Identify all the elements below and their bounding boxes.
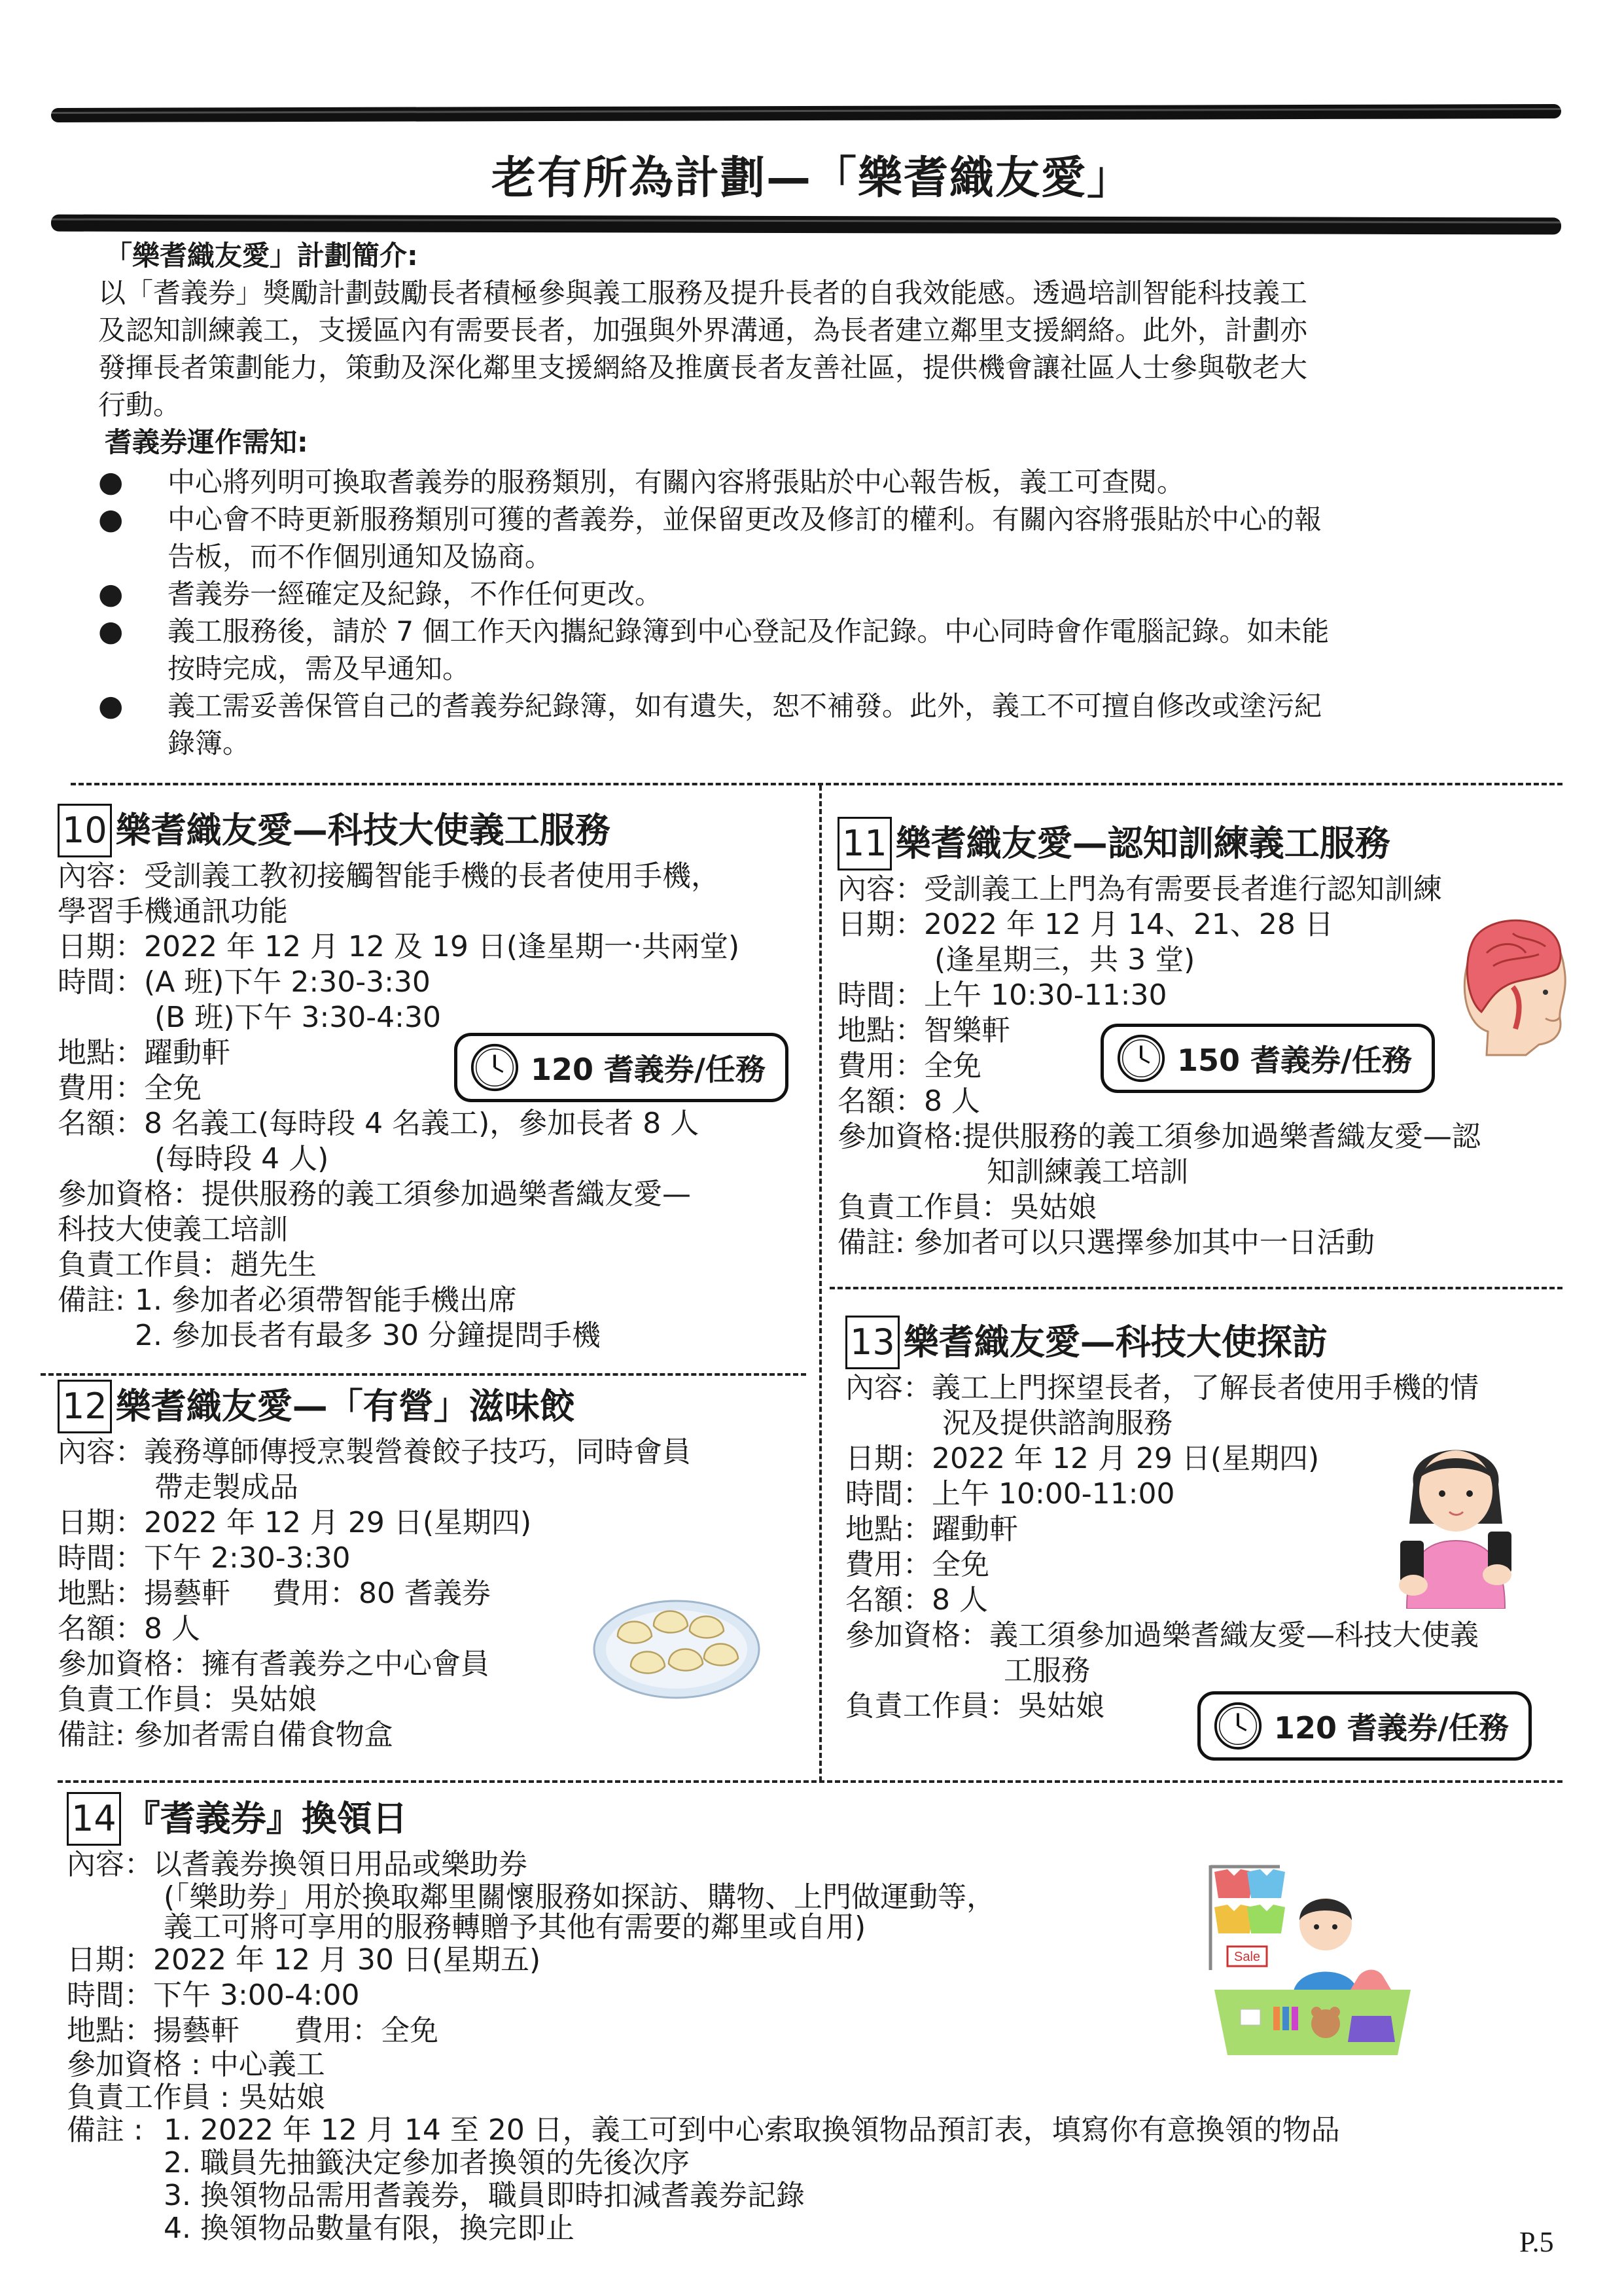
label: 名額： bbox=[58, 1107, 144, 1140]
reward-badge-11 bbox=[1101, 1024, 1435, 1093]
label: 時間： bbox=[838, 978, 924, 1012]
value-continued: 2. 職員先抽籤決定參加者換領的先後次序 bbox=[164, 2146, 690, 2179]
value: 全免 bbox=[924, 1049, 981, 1083]
remarks-row bbox=[58, 1283, 810, 1318]
remarks: 備註: 參加者需自備食物盒 bbox=[58, 1718, 393, 1751]
rules-heading: 耆義券運作需知: bbox=[105, 426, 308, 458]
intro-heading: 「樂耆織友愛」計劃簡介: bbox=[105, 240, 418, 272]
divider-bottom bbox=[58, 1780, 1562, 1783]
eligibility-continued: 科技大使義工培訓 bbox=[58, 1213, 288, 1246]
content-row bbox=[58, 859, 810, 894]
rule-line: 錄簿。 bbox=[168, 727, 251, 759]
clock-icon bbox=[1212, 1700, 1263, 1751]
reward-badge-10 bbox=[454, 1033, 788, 1102]
clock-icon bbox=[1116, 1033, 1167, 1084]
value: (A 班)下午 2:30-3:30 bbox=[144, 965, 431, 999]
value-continued: 4. 換領物品數量有限，換完即止 bbox=[164, 2212, 574, 2245]
section-title: 『耆義券』換領日 bbox=[124, 1798, 408, 1839]
eligibility: 參加資格 : 中心義工 bbox=[67, 2048, 325, 2081]
label: 內容： bbox=[58, 1435, 144, 1469]
page-title: 老有所為計劃—「樂耆織友愛」 bbox=[491, 152, 1133, 204]
remarks: 備註: 參加者可以只選擇參加其中一日活動 bbox=[838, 1226, 1375, 1259]
rule-item bbox=[98, 501, 1538, 575]
eligibility: 參加資格：提供服務的義工須參加過樂耆織友愛— bbox=[58, 1177, 691, 1211]
staff: 負責工作員：吳姑娘 bbox=[845, 1689, 1104, 1723]
label: 地點： bbox=[58, 1036, 144, 1069]
value-continued: (「樂助券」用於換取鄰里關懷服務如探訪、購物、上門做運動等， bbox=[164, 1880, 996, 1914]
header-brush-bottom bbox=[51, 215, 1561, 235]
rule-line: ● 義工服務後，請於 7 個工作天內攜紀錄簿到中心登記及作記錄。中心同時會作電腦記錄。如未能 bbox=[168, 615, 1330, 647]
rule-line: 告板，而不作個別通知及協商。 bbox=[168, 541, 553, 573]
sale-sign: Sale bbox=[1233, 1950, 1261, 1964]
value: 全免 bbox=[144, 1071, 202, 1105]
value: 義工上門探望長者，了解長者使用手機的情 bbox=[932, 1371, 1479, 1405]
rule-item bbox=[98, 613, 1538, 687]
rule-line: 按時完成，需及早通知。 bbox=[168, 653, 470, 685]
badge-text: 120 耆義券/任務 bbox=[1274, 1710, 1509, 1746]
label: 參加資格： bbox=[845, 1619, 989, 1652]
value: 2022 年 12 月 12 及 19 日(逢星期一‧共兩堂) bbox=[144, 930, 740, 963]
eligibility-row bbox=[845, 1618, 1572, 1653]
label: 內容： bbox=[845, 1371, 932, 1405]
section-12-header bbox=[58, 1380, 810, 1433]
section-number: 14 bbox=[67, 1792, 121, 1846]
badge-text: 120 耆義券/任務 bbox=[531, 1052, 766, 1087]
dumplings-illustration bbox=[591, 1590, 762, 1702]
venue: 地點：躍動軒 bbox=[845, 1513, 1018, 1546]
section-number: 10 bbox=[58, 804, 112, 857]
content-row bbox=[838, 872, 1570, 907]
value: 躍動軒 bbox=[144, 1036, 230, 1069]
quota: 名額：8 人 bbox=[58, 1612, 200, 1645]
rule-item bbox=[98, 463, 1538, 501]
intro-line: 及認知訓練義工，支援區內有需要長者，加强與外界溝通，為長者建立鄰里支援網絡。此外，計劃亦 bbox=[98, 314, 1308, 346]
time: 時間：下午 3:00-4:00 bbox=[67, 1979, 360, 2012]
value-continued: (B 班)下午 3:30-4:30 bbox=[154, 1001, 441, 1034]
value: 8 人 bbox=[924, 1085, 980, 1118]
section-number: 12 bbox=[58, 1380, 112, 1433]
staff: 負責工作員：吳姑娘 bbox=[838, 1191, 1097, 1224]
rule-line: ● 中心會不時更新服務類別可獲的耆義券，並保留更改及修訂的權利。有關內容將張貼於中心的報 bbox=[168, 503, 1322, 535]
value: 義務導師傳授烹製營養餃子技巧，同時會員 bbox=[144, 1435, 691, 1469]
value-continued: 2. 參加長者有最多 30 分鐘提問手機 bbox=[135, 1319, 601, 1352]
venue: 地點：揚藝軒 bbox=[67, 2014, 239, 2047]
quota-row bbox=[58, 1106, 810, 1141]
section-13-header bbox=[845, 1316, 1572, 1369]
value: 8 名義工(每時段 4 名義工)，參加長者 8 人 bbox=[144, 1107, 699, 1140]
divider-vertical bbox=[819, 785, 822, 1782]
value-continued: 帶走製成品 bbox=[154, 1471, 298, 1504]
rule-item bbox=[98, 575, 1538, 613]
value: 智樂軒 bbox=[924, 1014, 1010, 1047]
venue: 地點：揚藝軒 bbox=[58, 1577, 230, 1610]
time-row bbox=[58, 965, 810, 1000]
staff: 負責工作員：吳姑娘 bbox=[58, 1683, 317, 1716]
time: 時間：下午 2:30-3:30 bbox=[58, 1541, 351, 1575]
intro-block bbox=[98, 237, 1544, 461]
value-continued: 工服務 bbox=[1004, 1654, 1090, 1687]
intro-line: 發揮長者策劃能力，策動及深化鄰里支援網絡及推廣長者友善社區，提供機會讓社區人士參與敬老大 bbox=[98, 351, 1308, 384]
rules-list bbox=[98, 463, 1538, 762]
intro-line: 以「耆義券」獎勵計劃鼓勵長者積極參與義工服務及提升長者的自我效能感。透過培訓智能科技義工 bbox=[98, 277, 1308, 309]
value-continued: 知訓練義工培訓 bbox=[987, 1155, 1188, 1189]
label: 內容： bbox=[67, 1848, 153, 1881]
divider-top bbox=[71, 783, 1562, 785]
value: 受訓義工上門為有需要長者進行認知訓練 bbox=[924, 872, 1442, 906]
quota: 名額：8 人 bbox=[845, 1583, 988, 1617]
intro-line: 行動。 bbox=[98, 389, 181, 421]
label: 內容： bbox=[58, 859, 144, 893]
section-title: 樂耆織友愛—認知訓練義工服務 bbox=[895, 823, 1390, 864]
date: 日期：2022 年 12 月 29 日(星期四) bbox=[58, 1506, 532, 1539]
section-number: 11 bbox=[838, 817, 892, 870]
reward-badge-13 bbox=[1197, 1691, 1532, 1761]
content-row bbox=[845, 1371, 1572, 1406]
value-continued: 義工可將可享用的服務轉贈予其他有需要的鄰里或自用) bbox=[164, 1910, 866, 1944]
fee: 費用：全免 bbox=[294, 2014, 438, 2047]
value-continued: (每時段 4 人) bbox=[154, 1142, 329, 1175]
date-row bbox=[58, 929, 810, 965]
value: 提供服務的義工須參加過樂耆織友愛—認 bbox=[962, 1120, 1481, 1153]
label: 內容： bbox=[838, 872, 924, 906]
value: 上午 10:30-11:30 bbox=[924, 978, 1167, 1012]
value: 1. 2022 年 12 月 14 至 20 日，義工可到中心索取換領物品預訂表，填寫你有意換領的物品 bbox=[164, 2113, 1340, 2147]
rule-line: ● 中心將列明可換取耆義券的服務類別，有關內容將張貼於中心報告板，義工可查閱。 bbox=[168, 466, 1185, 498]
eligibility: 參加資格：擁有耆義券之中心會員 bbox=[58, 1647, 489, 1681]
brain-illustration bbox=[1447, 914, 1572, 1058]
section-title: 樂耆織友愛—科技大使義工服務 bbox=[115, 810, 610, 851]
section-title: 樂耆織友愛—「有營」滋味餃 bbox=[115, 1386, 575, 1427]
label: 日期： bbox=[58, 930, 144, 963]
staff: 負責工作員 : 吳姑娘 bbox=[67, 2081, 325, 2114]
label: 備註 : bbox=[67, 2113, 143, 2147]
rule-line: ● 耆義券一經確定及紀錄，不作任何更改。 bbox=[168, 578, 663, 610]
divider-right-mid bbox=[830, 1287, 1562, 1289]
eligibility-row bbox=[838, 1119, 1570, 1155]
date: 日期：2022 年 12 月 29 日(星期四) bbox=[845, 1442, 1320, 1475]
rule-line: ● 義工需妥善保管自己的耆義券紀錄簿，如有遺失，恕不補發。此外，義工不可擅自修改或塗污紀 bbox=[168, 690, 1322, 722]
section-10-header bbox=[58, 804, 810, 857]
value: 2022 年 12 月 14、21、28 日 bbox=[924, 908, 1333, 941]
rule-item bbox=[98, 687, 1538, 762]
label: 費用： bbox=[838, 1049, 924, 1083]
woman-with-phones-illustration bbox=[1387, 1426, 1525, 1609]
value-continued: 學習手機通訊功能 bbox=[58, 895, 288, 928]
fee: 費用：全免 bbox=[845, 1548, 989, 1581]
value: 義工須參加過樂耆織友愛—科技大使義 bbox=[989, 1619, 1479, 1652]
value: 以耆義券換領日用品或樂助券 bbox=[153, 1848, 527, 1881]
label: 參加資格: bbox=[838, 1120, 962, 1153]
section-title: 樂耆織友愛—科技大使探訪 bbox=[903, 1321, 1328, 1363]
label: 地點： bbox=[838, 1014, 924, 1047]
page-number: P.5 bbox=[1519, 2226, 1554, 2258]
value: 1. 參加者必須帶智能手機出席 bbox=[135, 1283, 517, 1317]
label: 名額： bbox=[838, 1085, 924, 1118]
label: 時間： bbox=[58, 965, 144, 999]
badge-text: 150 耆義券/任務 bbox=[1177, 1043, 1412, 1078]
header-brush-top bbox=[51, 104, 1561, 122]
time: 時間：上午 10:00-11:00 bbox=[845, 1477, 1175, 1511]
label: 費用： bbox=[58, 1071, 144, 1105]
value-continued: 況及提供諮詢服務 bbox=[942, 1407, 1173, 1440]
clock-icon bbox=[469, 1042, 520, 1093]
remarks-row bbox=[67, 2114, 1539, 2147]
fee: 費用：80 耆義券 bbox=[272, 1577, 491, 1610]
value-continued: 3. 換領物品需用耆義券，職員即時扣減耆義券記錄 bbox=[164, 2179, 805, 2212]
staff: 負責工作員：趙先生 bbox=[58, 1248, 317, 1282]
value: 受訓義工教初接觸智能手機的長者使用手機， bbox=[144, 859, 720, 893]
section-14-header bbox=[67, 1792, 1539, 1846]
label: 日期： bbox=[838, 908, 924, 941]
exchange-market-illustration bbox=[1201, 1852, 1424, 2062]
label: 備註: bbox=[58, 1283, 125, 1317]
value-continued: (逢星期三，共 3 堂) bbox=[934, 943, 1195, 977]
divider-left-mid bbox=[41, 1373, 806, 1376]
date: 日期：2022 年 12 月 30 日(星期五) bbox=[67, 1943, 541, 1977]
section-number: 13 bbox=[845, 1316, 900, 1369]
section-11-header bbox=[838, 817, 1570, 870]
content-row bbox=[58, 1435, 810, 1470]
